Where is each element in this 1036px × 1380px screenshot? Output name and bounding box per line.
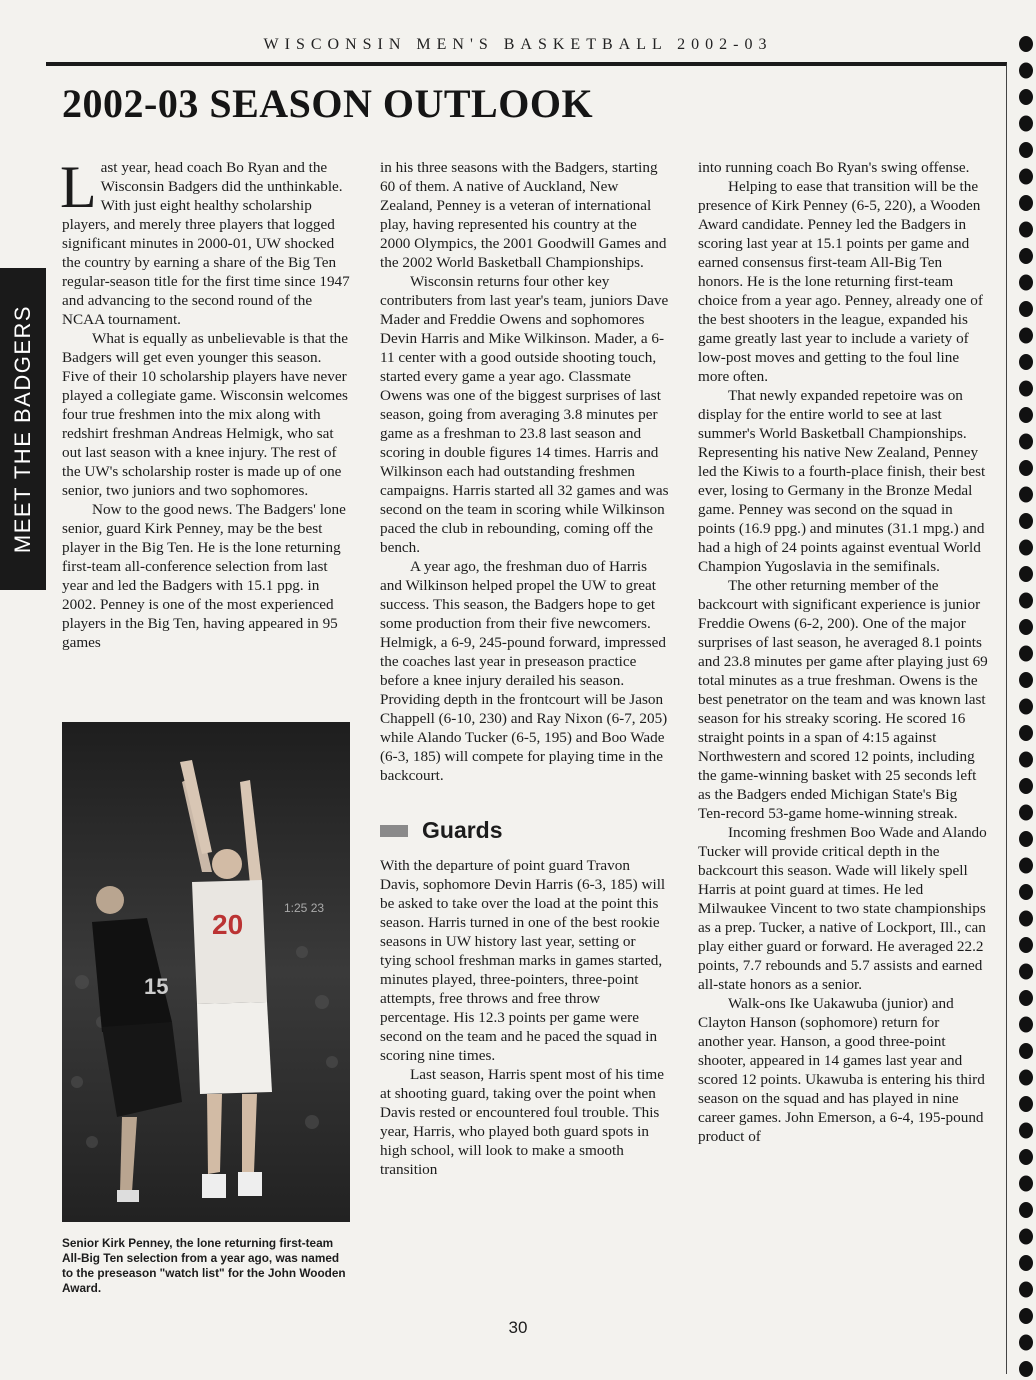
page-title: 2002-03 SEASON OUTLOOK [62,81,594,126]
white-jersey-number: 20 [212,909,244,940]
player-photo [62,722,350,1222]
paragraph: Walk-ons Ike Uakawuba (junior) and Clayton Hanson (sophomore) return for another year. Hanson, a good three-point shooter, appeared in 14 games last year and scored 12 points. Ukawuba is entering his third season on the squad and has played in nine career games. John Emerson, a 6-4, 195-pound product of [698,995,985,1145]
paragraph: in his three seasons with the Badgers, starting 60 of them. A native of Auckland, New Zealand, Penney is a veteran of international play, having represented his country at the 2000 Olympics, the 2001 Goodwill Games and the 2002 World Basketball Championships. [380,159,667,271]
article-column-2 [380,158,670,1179]
paragraph: The other returning member of the backcourt with significant experience is junior Freddie Owens (6-2, 200). One of the major surprises of last season, he averaged 8.1 points and 23.8 minutes per game after playing just 69 total minutes as a true freshman. Owens is the best penetrator on the team and was known last season for his streaky scoring. He scored 16 straight points in a span of 4:15 against Northwestern and scored 12 points, including the game-winning basket with 25 seconds left as the Badgers ended Michigan State's Big Ten-record 53-game home-winning streak. [698,577,988,822]
basketball-photo-illustration [62,722,350,1222]
dark-jersey-number: 15 [144,974,169,999]
paragraph: Incoming freshmen Boo Wade and Alando Tucker will provide critical depth in the backcourt this season. Wade will likely spell Harris at point guard at times. He led Milwaukee Vincent to two state championships as a prep. Tucker, a native of Lockport, Ill., can play either guard or forward. He averaged 22.2 points, 7.7 rebounds and 5.7 assists and earned all-state honors as a senior. [698,824,987,993]
section-heading [380,817,670,843]
page-number: 30 [508,1318,528,1337]
paragraph [60,154,352,329]
svg-text:1:25 23: 1:25 23 [284,901,325,915]
running-head: WISCONSIN MEN'S BASKETBALL 2002-03 [263,36,773,53]
paragraph: A year ago, the freshman duo of Harris and Wilkinson helped propel the UW to great success. This season, the Badgers hope to get some production from their five newcomers. Helmigk, a 6-9, 245-pound forward, impressed the coaches last year in preseason practice before a knee injury derailed his season. Providing depth in the frontcourt will be Jason Chappell (6-10, 230) and Ray Nixon (6-7, 205) while Alando Tucker (6-5, 195) and Boo Wade (6-3, 185) will compete for playing time in the backcourt. [380,558,668,784]
paragraph: into running coach Bo Ryan's swing offense. [698,159,970,176]
paragraph: What is equally as unbelievable is that the Badgers will get even younger this season. Five of their 10 scholarship players have never played a collegiate game. Wisconsin welcomes four true freshmen into the mix along with redshirt freshman Andreas Helmigk, who sat out last season with a knee injury. The rest of the UW's scholarship roster is made up of one senior, two juniors and two sophomores. [62,330,348,499]
paragraph: That newly expanded repetoire was on display for the entire world to see at last summer's World Basketball Championships. Representing his native New Zealand, Penney led the Kiwis to a fourth-place finish, their best ever, losing to Germany in the Bronze Medal game. Penney was second on the squad in points (16.9 ppg.) and minutes (31.1 mpg.) and had a high of 24 points against eventual World Champion Yugoslavia in the semifinals. [698,387,986,575]
paragraph: Helping to ease that transition will be the presence of Kirk Penney (6-5, 220), a Wooden Award candidate. Penney led the Badgers in scoring last year at 15.1 points per game and earned consensus first-team All-Big Ten honors. He is the lone returning first-team choice from a year ago. Penney, already one of the best shooters in the league, expanded his game greatly last year to include a variety of low-post moves and getting to the foul line more often. [698,178,983,385]
paragraph: Wisconsin returns four other key contributers from last year's team, juniors Dave Mader and Freddie Owens and sophomores Devin Harris and Mike Wilkinson. Mader, a 6-11 center with a good outside shooting touch, started every game a year ago. Classmate Owens was one of the biggest surprises of last season, going from averaging 3.8 minutes per game as a freshman to 23.8 last season and scoring in double figures 14 times. Harris and Wilkinson each had outstanding freshmen campaigns. Harris started all 32 games and was second on the team in scoring while Wilkinson paced the club in rebounding, coming off the bench. [380,273,669,556]
photo-caption: Senior Kirk Penney, the lone returning first-team All-Big Ten selection from a year ago, was named to the preseason "watch list" for the John Wooden Award. [62,1236,346,1295]
article-column-1 [60,154,352,652]
spiral-binding-icon [1012,0,1036,1380]
article-column-3 [698,158,988,1146]
paragraph: Last season, Harris spent most of his time at shooting guard, taking over the point when Davis rested or encountered foul trouble. This year, Harris, who played both guard spots in high school, will look to make a smooth transition [380,1066,664,1178]
paragraph: With the departure of point guard Travon Davis, sophomore Devin Harris (6-3, 185) will be asked to take over the load at the point this season. Harris turned in one of the best rookie seasons in UW history last year, setting or tying school freshman marks in games started, minutes played, three-pointers, three-point attempts, free throws and free throw percentage. His 12.3 points per game were second on the team and he paced the squad in scoring nine times. [380,857,666,1064]
drop-cap: L [60,154,97,220]
paragraph: Now to the good news. The Badgers' lone senior, guard Kirk Penney, may be the best player in the Big Ten. He is the lone returning first-team all-conference selection from last year and led the Badgers with 15.1 ppg. in 2002. Penney is one of the most experienced players in the Big Ten, having appeared in 95 games [62,501,346,651]
section-marker-icon [380,825,408,837]
section-side-tab [0,268,46,590]
paragraph-text: ast year, head coach Bo Ryan and the Wisconsin Badgers did the unthinkable. With just eight healthy scholarship players, and merely three players that logged significant minutes in 2000-01, UW shocked the country by earning a share of the Big Ten regular-season title for the first time since 1947 and advancing to the second round of the NCAA tournament. [62,159,350,328]
side-tab-label: MEET THE BADGERS [10,304,35,554]
section-heading-text: Guards [422,817,503,843]
